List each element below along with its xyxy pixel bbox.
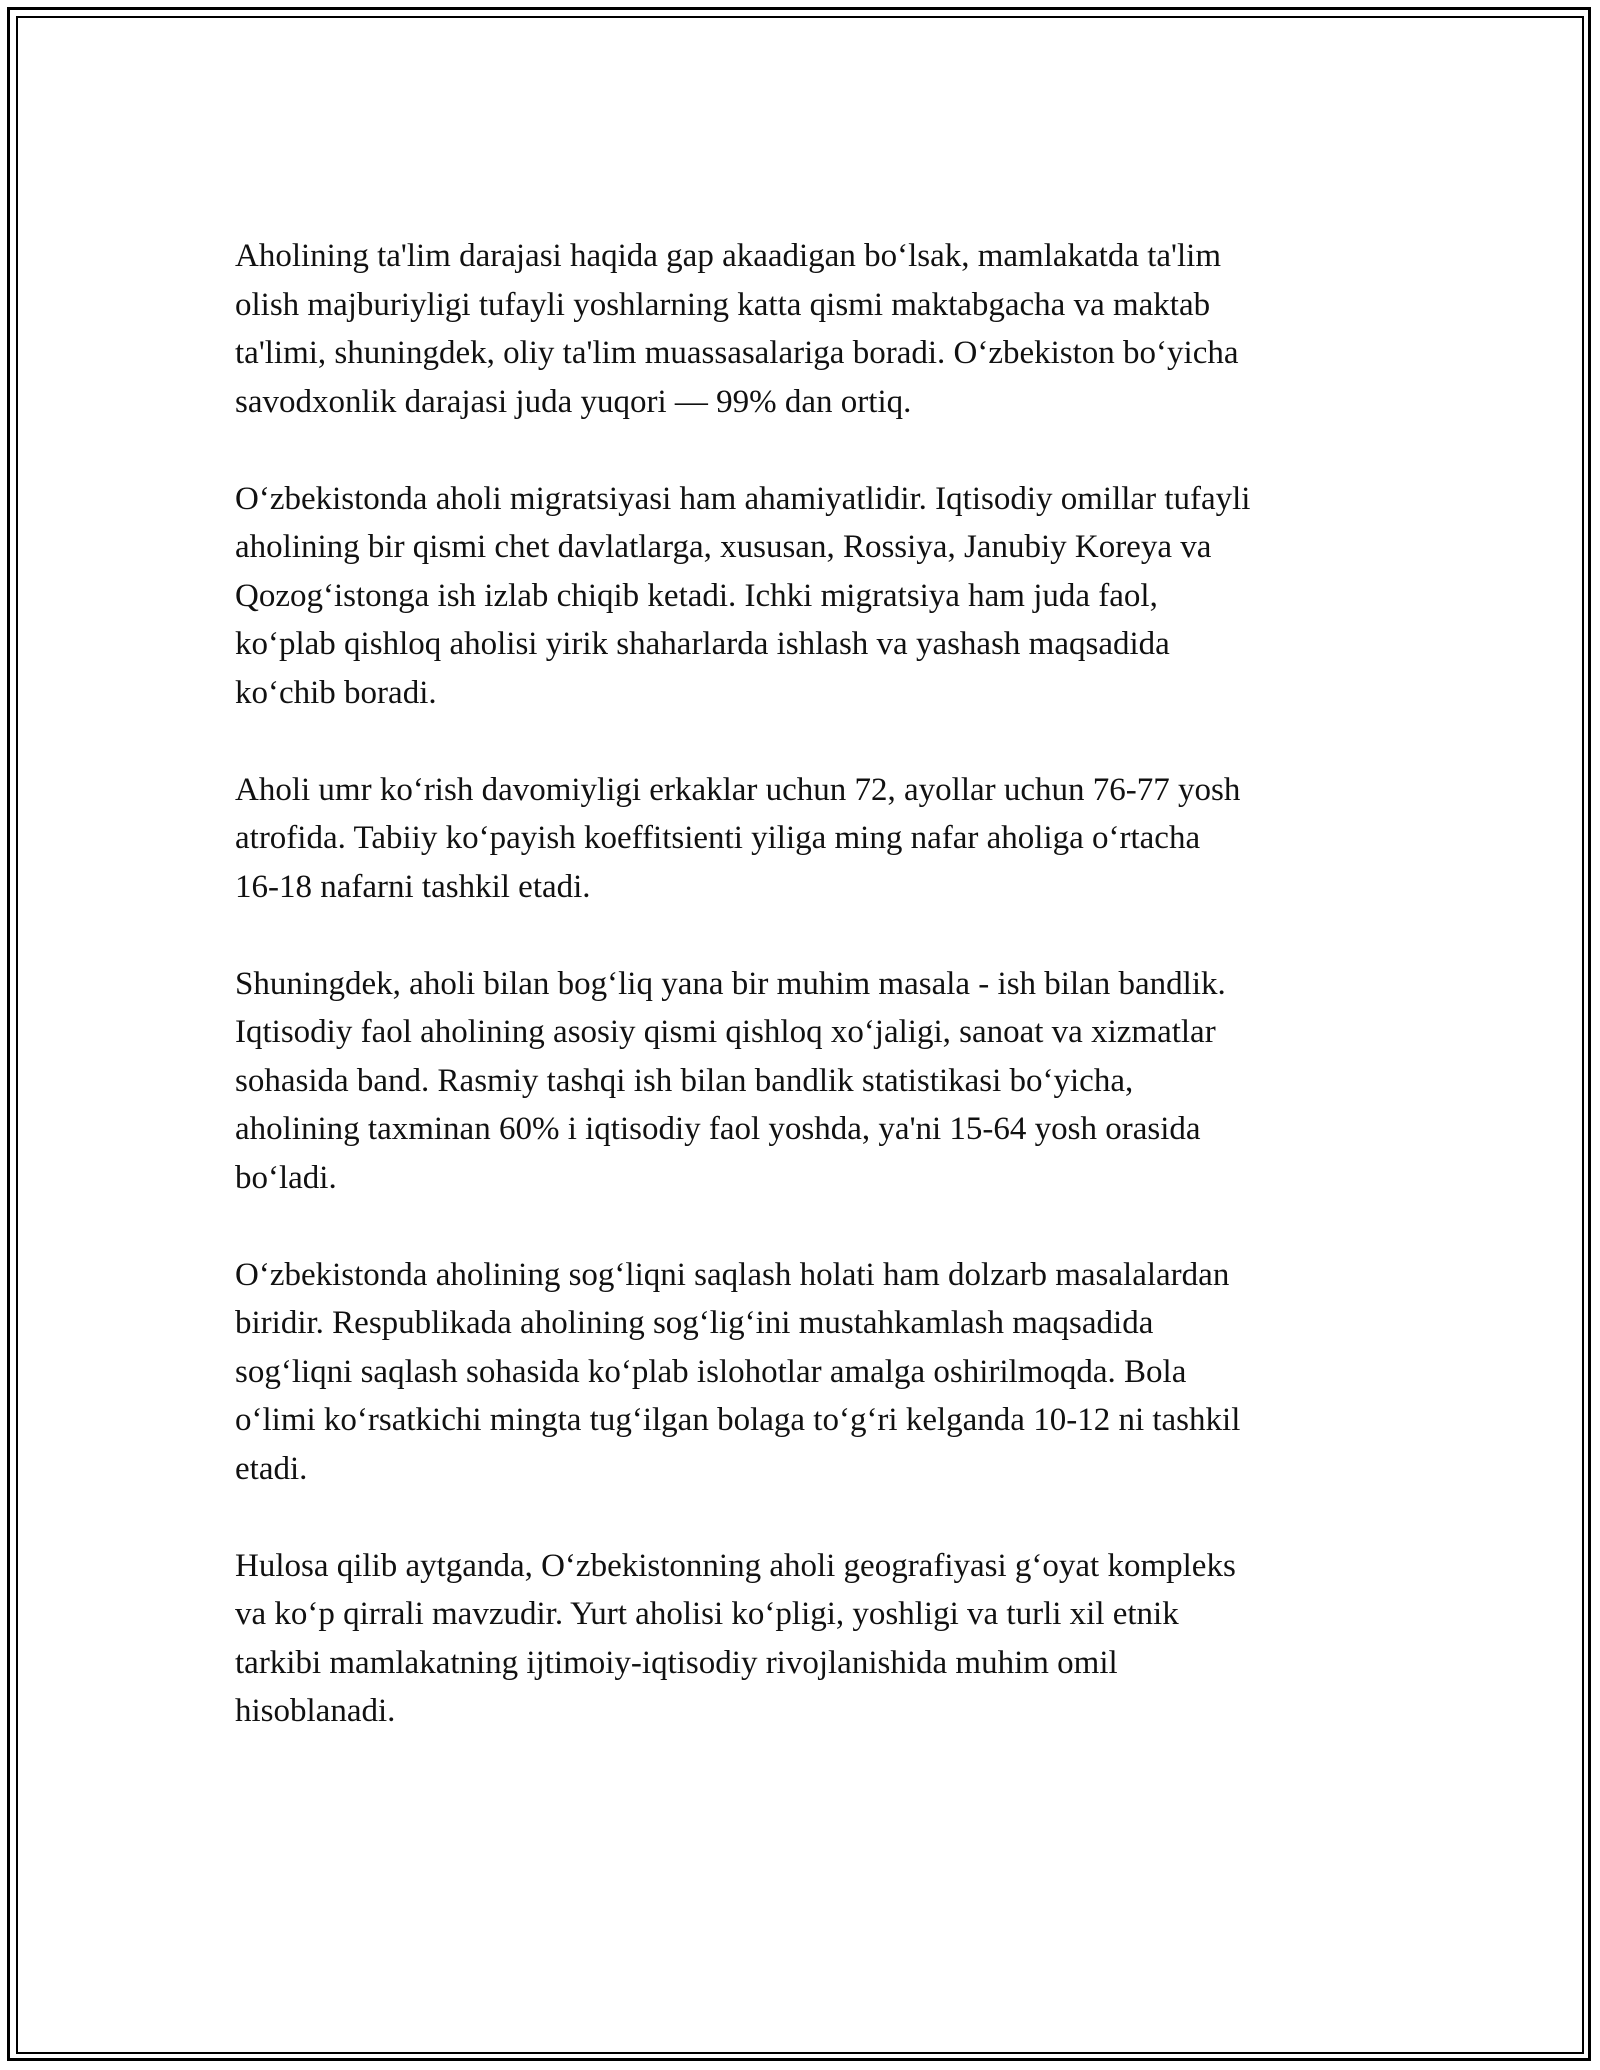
text-line: aholining taxminan 60% i iqtisodiy faol yoshda, ya'ni 15-64 yosh orasida [235,1111,1201,1147]
text-line: Qozog‘istonga ish izlab chiqib ketadi. Ichki migratsiya ham juda faol, [235,577,1158,614]
text-line: ta'limi, shuningdek, oliy ta'lim muassasalariga boradi. O‘zbekiston bo‘yicha [235,335,1239,371]
text-line: Aholi umr ko‘rish davomiyligi erkaklar uchun 72, ayollar uchun 76-77 yosh [235,771,1241,808]
paragraph-employment [235,960,1375,1203]
text-line: etadi. [235,1450,308,1487]
text-line: olish majburiyligi tufayli yoshlarning katta qismi maktabgacha va maktab [235,286,1211,323]
text-line: Shuningdek, aholi bilan bog‘liq yana bir muhim masala - ish bilan bandlik. [235,965,1226,1002]
paragraph-healthcare [235,1251,1375,1494]
text-line: tarkibi mamlakatning ijtimoiy-iqtisodiy rivojlanishida muhim omil [235,1644,1118,1681]
paragraph-education [235,232,1375,426]
text-line: ko‘chib boradi. [235,674,437,711]
text-line: O‘zbekistonda aholining sog‘liqni saqlash holati ham dolzarb masalalardan [235,1256,1230,1293]
paragraph-conclusion [235,1542,1375,1736]
paragraph-migration [235,475,1375,718]
text-line: Iqtisodiy faol aholining asosiy qismi qishloq xo‘jaligi, sanoat va xizmatlar [235,1014,1216,1050]
text-line: Hulosa qilib aytganda, O‘zbekistonning aholi geografiyasi g‘oyat kompleks [235,1547,1236,1584]
text-line: o‘limi ko‘rsatkichi mingta tug‘ilgan bolaga to‘g‘ri kelganda 10-12 ni tashkil [235,1402,1241,1438]
text-line: biridir. Respublikada aholining sog‘lig‘ini mustahkamlash maqsadida [235,1305,1154,1341]
text-line: savodxonlik darajasi juda yuqori — 99% dan ortiq. [235,383,912,420]
text-line: sohasida band. Rasmiy tashqi ish bilan bandlik statistikasi bo‘yicha, [235,1062,1134,1099]
text-line: aholining bir qismi chet davlatlarga, xususan, Rossiya, Janubiy Koreya va [235,529,1212,565]
text-line: Aholining ta'lim darajasi haqida gap akaadigan bo‘lsak, mamlakatda ta'lim [235,238,1222,274]
text-line: 16-18 nafarni tashkil etadi. [235,868,591,905]
text-line: sog‘liqni saqlash sohasida ko‘plab islohotlar amalga oshirilmoqda. Bola [235,1353,1187,1390]
text-line: atrofida. Tabiiy ko‘payish koeffitsienti yiliga ming nafar aholiga o‘rtacha [235,820,1201,856]
text-line: hisoblanadi. [235,1693,396,1729]
text-line: bo‘ladi. [235,1159,337,1196]
paragraph-life-expectancy [235,766,1375,912]
text-line: ko‘plab qishloq aholisi yirik shaharlarda ishlash va yashash maqsadida [235,626,1170,662]
document-body [235,232,1375,1784]
text-line: O‘zbekistonda aholi migratsiyasi ham ahamiyatlidir. Iqtisodiy omillar tufayli [235,480,1251,517]
text-line: va ko‘p qirrali mavzudir. Yurt aholisi ko‘pligi, yoshligi va turli xil etnik [235,1596,1179,1632]
